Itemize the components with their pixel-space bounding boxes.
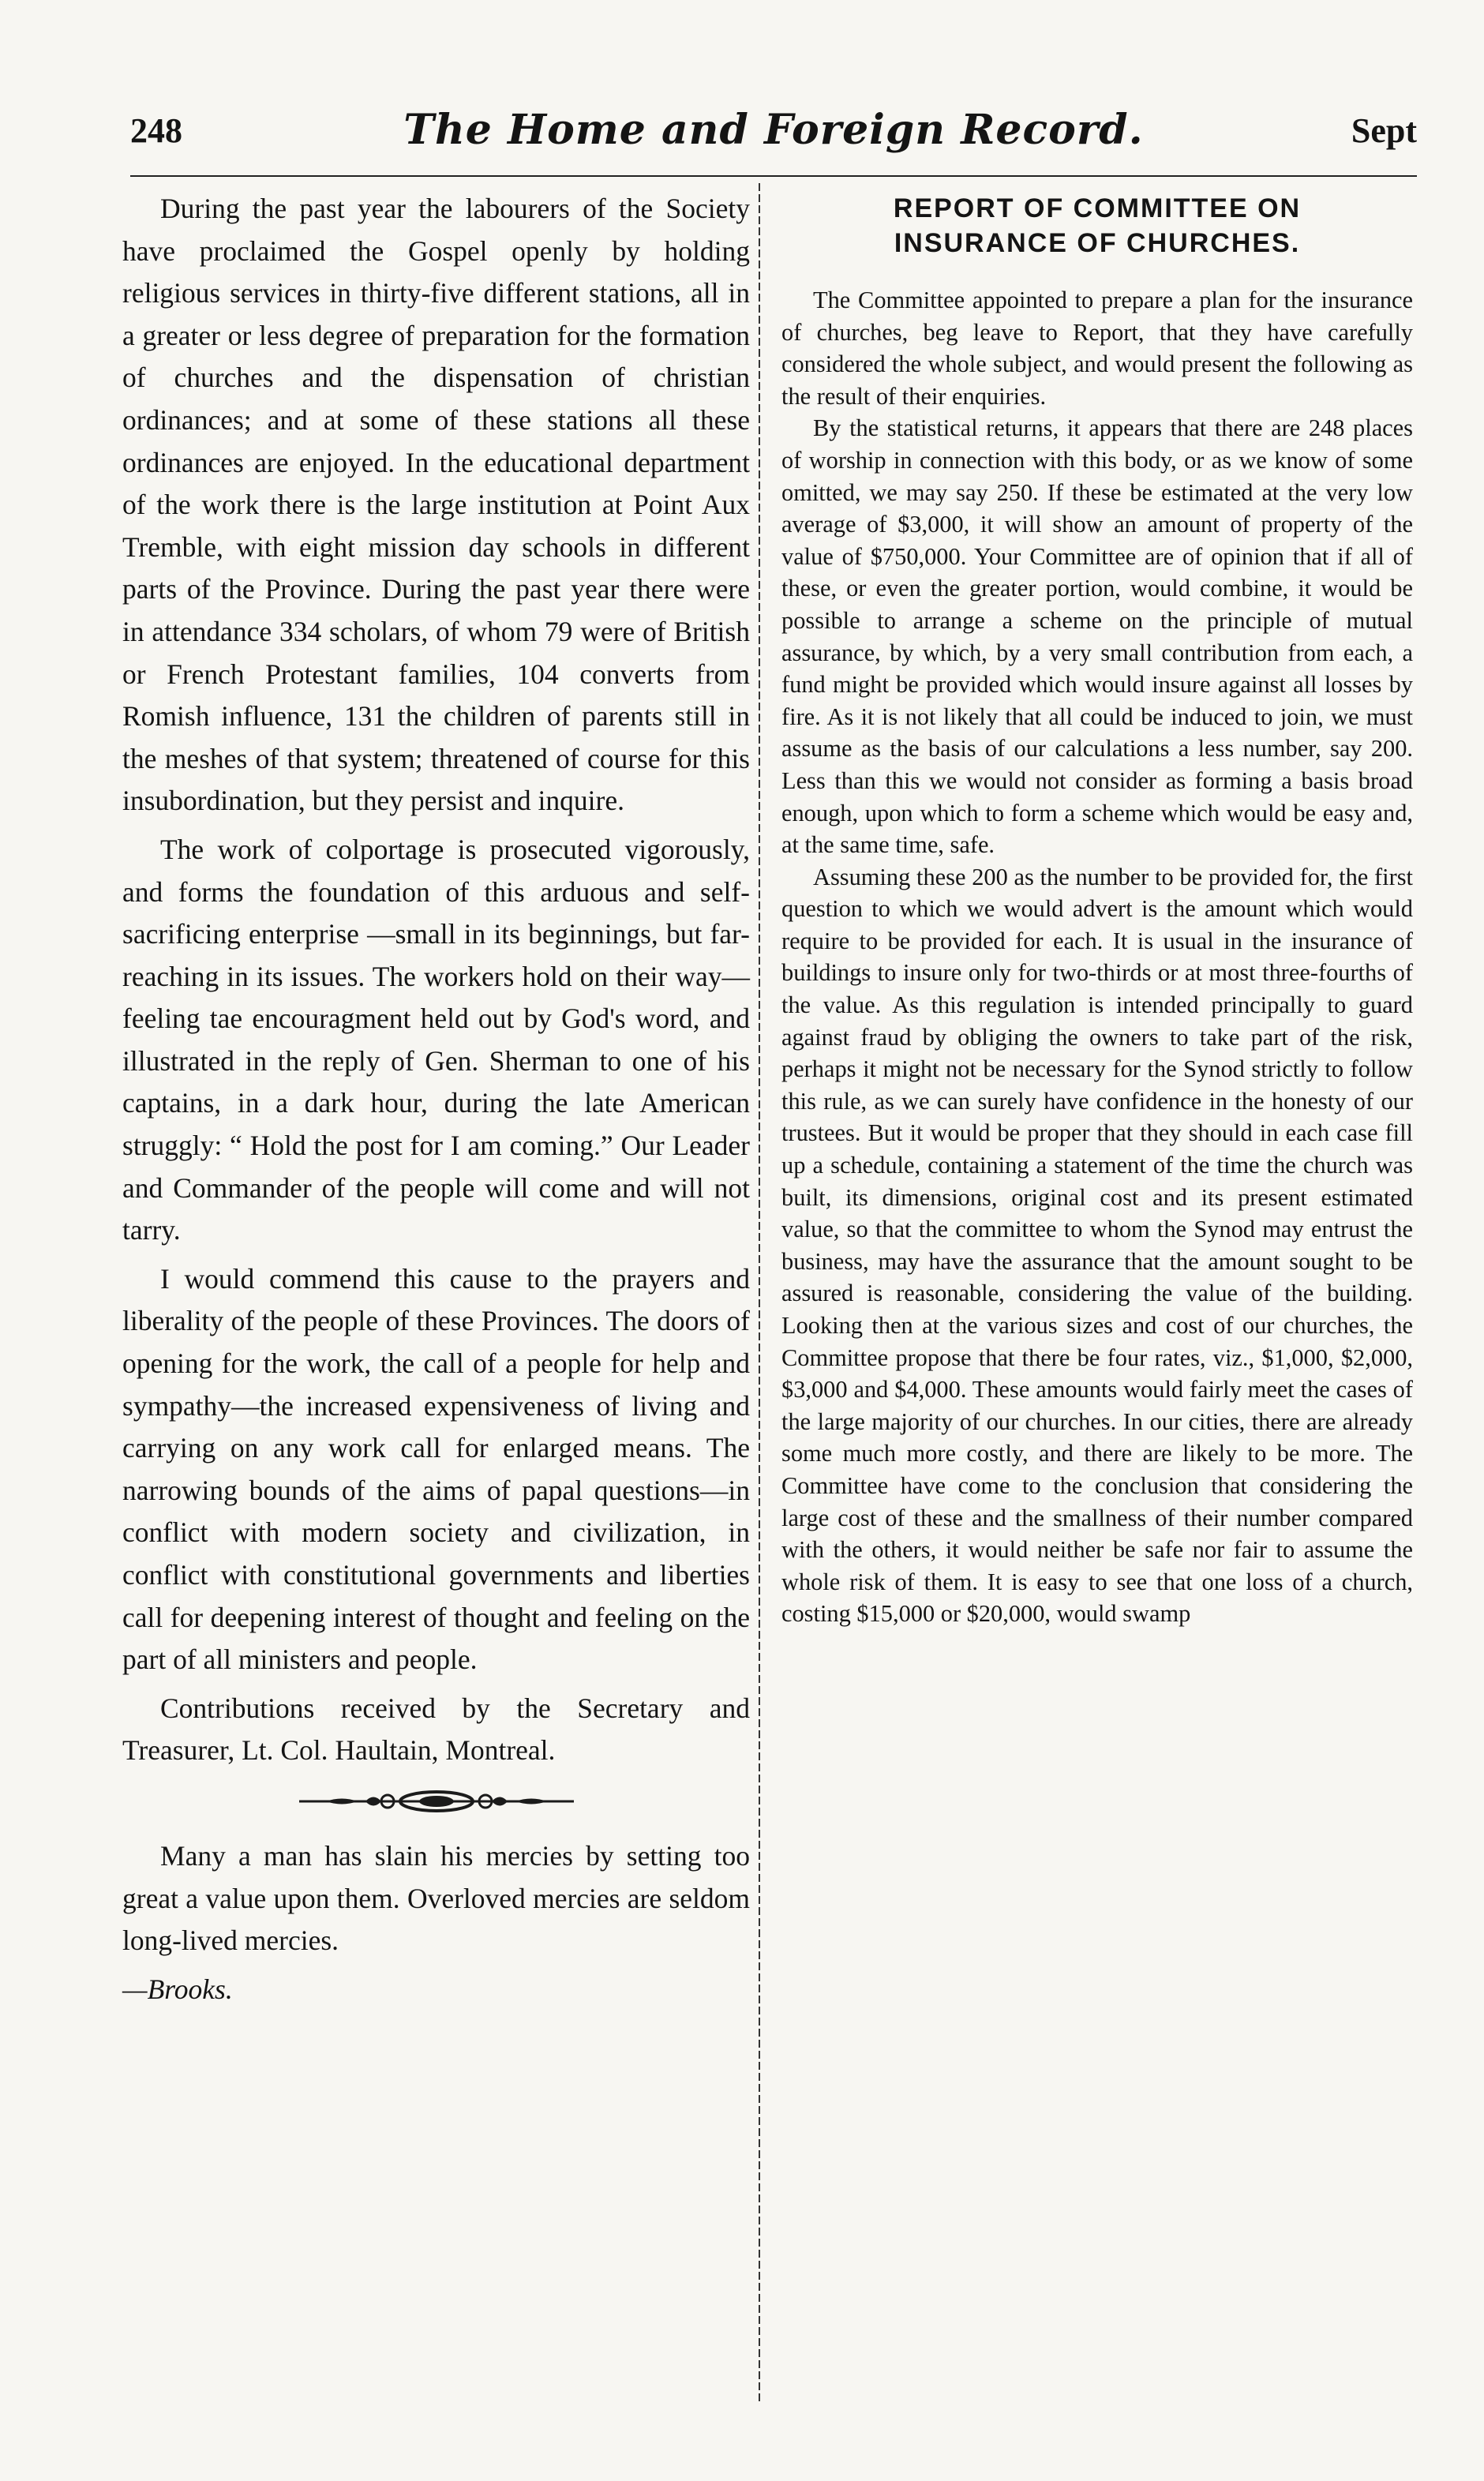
report-heading: [781, 191, 1413, 260]
column-divider: [759, 183, 760, 2403]
ornamental-divider: [294, 1788, 579, 1815]
report-heading-line-1: REPORT OF COMMITTEE ON: [893, 193, 1302, 223]
left-paragraph-4: Contributions received by the Secretary and Treasurer, Lt. Col. Haultain, Montreal.: [122, 1692, 750, 1767]
quote-attribution: —Brooks.: [122, 1973, 233, 2005]
right-column: [781, 188, 1413, 1630]
report-paragraph-1: The Committee appointed to prepare a plan for the insurance of churches, beg leave to Report, that they have carefully considered the whole subject, and would present the following as the result of their enquiries.: [781, 287, 1413, 410]
publication-title: The Home and Foreign Record.: [403, 106, 1144, 154]
report-paragraph-3: Assuming these 200 as the number to be provided for, the first question to which we would advert is the amount which would require to be provided for each. It is usual in the insurance of buildings to insure only for two-thirds or at most three-fourths of the value. As this regulation is intended principally to guard against fraud by obliging the owners to take part of the risk, perhaps it might not be necessary for the Synod strictly to follow this rule, as we can surely have confidence in the honesty of our trustees. But it would be proper that they should in each case fill up a schedule, containing a statement of the time the church was built, its dimensions, original cost and its present estimated value, so that the committee to whom the Synod may entrust the business, may have the assurance that the amount sought to be assured is reasonable, considering the value of the building. Looking then at the various sizes and cost of our churches, the Committee propose that there be four rates, viz., $1,000, $2,000, $3,000 and $4,000. These amounts would fairly meet the cases of the large majority of our churches. In our cities, there are already some much more costly, and there are likely to be more. The Committee have come to the conclusion that considering the large cost of these and the smallness of their number compared with the others, it would neither be safe nor fair to assume the whole risk of them. It is easy to see that one loss of a church, costing $15,000 or $20,000, would swamp: [781, 863, 1413, 1628]
left-column: [122, 188, 750, 2011]
quote-text: Many a man has slain his mercies by setting too great a value upon them. Overloved mercies are seldom long-lived mercies.: [122, 1839, 750, 1957]
issue-month: Sept: [1351, 111, 1417, 150]
report-paragraph-2: By the statistical returns, it appears that there are 248 places of worship in connection with this body, or as we know of some omitted, we may say 250. If these be estimated at the very low average of $3,000, it will show an amount of property of the value of $750,000. Your Committee are of opinion that if all of these, or even the greater portion, would combine, it would be possible to arrange a scheme on the principle of mutual assurance, by which, by a very small contribution from each, a fund might be provided which would insure against all losses by fire. As it is not likely that all could be induced to join, we must assume as the basis of our calculations a less number, say 200. Less than this we would not consider as forming a basis broad enough, upon which to form a scheme which would be easy and, at the same time, safe.: [781, 414, 1413, 859]
header-rule: [130, 175, 1417, 177]
left-paragraph-1: During the past year the labourers of the Society have proclaimed the Gospel openly by holding religious services in thirty-five different stations, all in a greater or less degree of preparation for the formation of churches and the dispensation of christian ordinances; and at some of these stations all these ordinances are enjoyed. In the educational department of the work there is the large institution at Point Aux Tremble, with eight mission day schools in different parts of the Province. During the past year there were in attendance 334 scholars, of whom 79 were of British or French Protestant families, 104 converts from Romish influence, 131 the children of parents still in the meshes of that system; threatened of course for this insubordination, but they persist and inquire.: [122, 193, 750, 817]
left-paragraph-2: The work of colportage is prosecuted vigorously, and forms the foundation of this arduous and self-sacrificing enterprise —small in its beginnings, but far-reaching in its issues. The workers hold on their way—feeling tae encouragment held out by God's word, and illustrated in the reply of Gen. Sherman to one of his captains, in a dark hour, during the late American struggly: “ Hold the post for I am coming.” Our Leader and Commander of the people will come and will not tarry.: [122, 833, 750, 1246]
page-number: 248: [130, 111, 182, 150]
left-paragraph-3: I would commend this cause to the prayers and liberality of the people of these Provinces. The doors of opening for the work, the call of a people for help and sympathy—the increased expensiveness of living and carrying on any work call for enlarged means. The narrowing bounds of the aims of papal questions—in conflict with modern society and civilization, in conflict with constitutional governments and liberties call for deepening interest of thought and feeling on the part of all ministers and people.: [122, 1262, 750, 1676]
page-header: [130, 106, 1417, 166]
closing-quote: [122, 1835, 750, 2011]
report-heading-line-2: INSURANCE OF CHURCHES.: [894, 228, 1301, 258]
